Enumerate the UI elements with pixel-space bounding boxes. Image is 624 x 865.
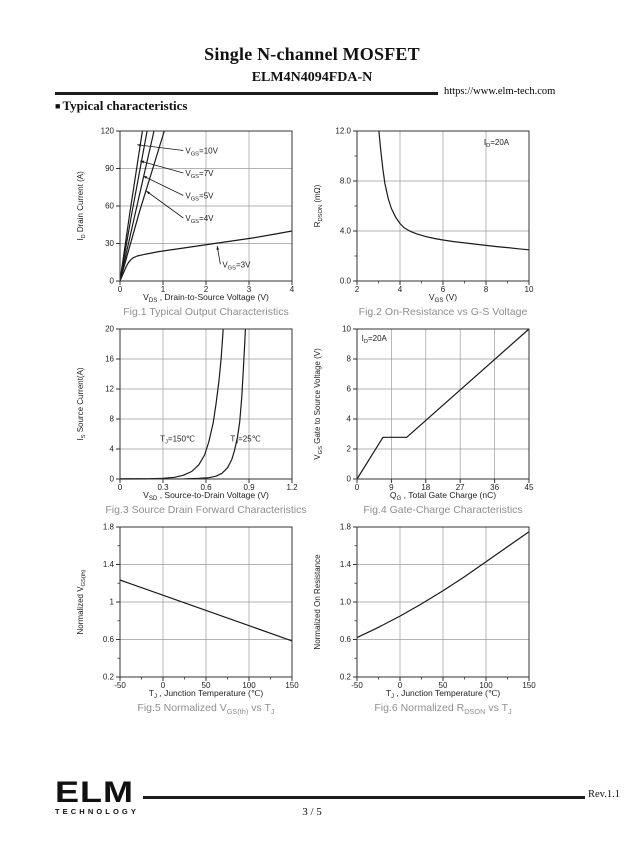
y-axis-label: Normalized On Resistance — [313, 554, 322, 650]
series-rdson-vs-vgs — [379, 131, 529, 250]
x-tick-label: 6 — [440, 285, 446, 294]
y-axis-label: $V_{GS}$ Gate to Source Voltage (V) — [313, 348, 325, 460]
elm-logo-tagline: TECHNOLOGY — [55, 807, 139, 817]
y-tick-label: 0 — [109, 474, 114, 484]
y-tick-label: 30 — [105, 239, 114, 248]
y-tick-label: 10 — [342, 324, 351, 334]
x-tick-label: 100 — [479, 681, 493, 690]
x-tick-label: 0.6 — [200, 483, 212, 492]
y-tick-label: 1.4 — [102, 560, 114, 569]
fig2-on-resistance-plot — [309, 124, 544, 302]
y-tick-label: 2 — [346, 444, 351, 454]
x-tick-label: 2 — [203, 285, 209, 294]
y-tick-label: 0.6 — [102, 635, 114, 644]
x-tick-label: 4 — [397, 285, 403, 294]
y-tick-label: 4.0 — [339, 226, 351, 236]
annotation-label: $V_{GS}=3V$ — [222, 260, 251, 272]
y-axis-label: $I_S$ Source Current(A) — [76, 367, 88, 441]
x-tick-label: -50 — [351, 681, 363, 690]
x-tick-label: 0.9 — [243, 483, 255, 492]
page-number: 3 / 5 — [302, 806, 322, 818]
x-tick-label: 150 — [522, 681, 536, 690]
x-axis-label: $T_J$ , Junction Temperature (℃) — [385, 688, 501, 698]
x-tick-label: 45 — [524, 483, 534, 492]
y-axis-label: $R_{DSON}$ (mΩ) — [313, 184, 325, 228]
elm-logo-text: ELM — [55, 774, 134, 809]
x-tick-label: 2 — [354, 285, 360, 294]
annotation-label: $T_J=150℃$ — [160, 434, 195, 446]
annotation-leader-line — [146, 191, 183, 218]
x-tick-label: 0 — [354, 483, 360, 492]
annotation-label: $T_J=25℃$ — [230, 434, 261, 446]
fig5-caption: Fig.5 Normalized $V_{GS(th)}$ vs $T_J$ — [137, 702, 275, 717]
y-tick-label: 0 — [109, 276, 114, 286]
y-tick-label: 1.8 — [102, 522, 114, 532]
y-tick-label: 6 — [346, 384, 351, 394]
y-tick-label: 8.0 — [339, 176, 351, 186]
y-tick-label: 1 — [109, 597, 114, 607]
y-axis-label: $I_D$ Drain Current (A) — [76, 171, 88, 241]
x-axis-label: $T_J$ , Junction Temperature (℃) — [148, 688, 264, 698]
fig6-figure — [309, 520, 544, 716]
fig4-figure — [309, 322, 544, 518]
series-gate-charge — [357, 329, 529, 479]
part-number: ELM4N4094FDA-N — [251, 70, 373, 85]
x-tick-label: 100 — [242, 681, 256, 690]
y-tick-label: 12 — [105, 384, 114, 394]
fig3-source-drain-plot — [72, 322, 307, 500]
x-tick-label: 9 — [389, 483, 394, 492]
annotation-leader-line — [140, 161, 183, 173]
y-tick-label: 1.8 — [339, 522, 351, 532]
y-tick-label: 60 — [105, 201, 114, 211]
y-tick-label: 8 — [346, 354, 351, 364]
fig4-caption: Fig.4 Gate-Charge Characteristics — [363, 504, 523, 516]
charts-grid — [72, 124, 544, 716]
section-heading — [55, 98, 187, 114]
x-tick-label: -50 — [114, 681, 126, 690]
fig1-output-characteristics-plot — [72, 124, 307, 302]
annotation-label: $V_{GS}=5V$ — [185, 191, 214, 203]
fig3-figure — [72, 322, 307, 518]
revision-label: Rev.1.1 — [588, 789, 620, 800]
x-tick-label: 150 — [285, 681, 299, 690]
x-tick-label: 10 — [524, 285, 534, 294]
section-title: Typical characteristics — [62, 98, 188, 113]
x-tick-label: 50 — [438, 681, 448, 690]
y-tick-label: 0.6 — [339, 635, 351, 644]
annotation-label: $V_{GS}=7V$ — [185, 169, 214, 181]
fig1-caption: Fig.1 Typical Output Characteristics — [123, 306, 289, 318]
y-tick-label: 8 — [109, 414, 114, 424]
y-tick-label: 0.2 — [102, 672, 114, 682]
y-tick-label: 12.0 — [335, 126, 351, 136]
x-tick-label: 0.3 — [157, 483, 169, 492]
website-link[interactable]: https://www.elm-tech.com — [444, 86, 556, 97]
section-bullet-icon: ■ — [55, 100, 61, 111]
y-tick-label: 0 — [346, 474, 351, 484]
series-tj-150c — [120, 329, 223, 479]
y-tick-label: 120 — [100, 126, 114, 136]
y-tick-label: 1.0 — [339, 597, 351, 607]
fig2-figure — [309, 124, 544, 320]
fig4-gate-charge-plot — [309, 322, 544, 500]
x-tick-label: 0 — [117, 285, 123, 294]
y-tick-label: 0.2 — [339, 672, 351, 682]
series-tj-25c — [120, 329, 245, 479]
fig6-caption: Fig.6 Normalized $R_{DSON}$ vs $T_J$ — [374, 702, 512, 717]
page-title: Single N-channel MOSFET — [204, 44, 420, 64]
fig3-caption: Fig.3 Source Drain Forward Characteristics — [105, 504, 307, 516]
y-tick-label: 4 — [109, 444, 114, 454]
x-tick-label: 0 — [117, 483, 123, 492]
footer-divider — [143, 796, 585, 799]
annotation-label: $V_{GS}=4V$ — [185, 214, 214, 226]
y-tick-label: 4 — [346, 414, 351, 424]
x-axis-label: $V_{GS}$ (V) — [428, 292, 458, 302]
x-tick-label: 8 — [483, 285, 489, 294]
y-axis-label: Normalized $V_{GS(th)}$ — [76, 569, 88, 635]
annotation-label: $I_D=20A$ — [483, 137, 510, 149]
x-tick-label: 50 — [201, 681, 211, 690]
y-tick-label: 20 — [105, 324, 114, 334]
x-tick-label: 0 — [160, 681, 166, 690]
fig5-figure — [72, 520, 307, 716]
fig5-normalized-vgsth-plot — [72, 520, 307, 698]
annotation-label: $V_{GS}=10V$ — [185, 146, 218, 158]
annotation-arrowhead-icon — [216, 246, 219, 250]
x-tick-label: 18 — [421, 483, 431, 492]
x-axis-label: $Q_G$ , Total Gate Charge (nC) — [389, 490, 497, 500]
x-tick-label: 3 — [246, 285, 252, 294]
y-tick-label: 90 — [105, 164, 114, 173]
fig2-caption: Fig.2 On-Resistance vs G-S Voltage — [358, 306, 528, 318]
x-tick-label: 0 — [397, 681, 403, 690]
y-tick-label: 1.4 — [339, 560, 351, 569]
x-tick-label: 27 — [455, 483, 465, 492]
x-tick-label: 4 — [289, 285, 295, 294]
fig6-normalized-rdson-plot — [309, 520, 544, 698]
x-tick-label: 36 — [490, 483, 500, 492]
fig1-figure — [72, 124, 307, 320]
x-axis-label: $V_{SD}$ , Source-to-Drain Voltage (V) — [143, 490, 269, 500]
x-tick-label: 1 — [160, 285, 166, 294]
header-divider — [55, 92, 438, 95]
y-tick-label: 0.0 — [339, 276, 351, 286]
x-tick-label: 1.2 — [286, 483, 298, 492]
annotation-label: $I_D=20A$ — [361, 334, 387, 346]
y-tick-label: 16 — [105, 354, 114, 364]
x-axis-label: $V_{DS}$ , Drain-to-Source Voltage (V) — [143, 292, 269, 302]
